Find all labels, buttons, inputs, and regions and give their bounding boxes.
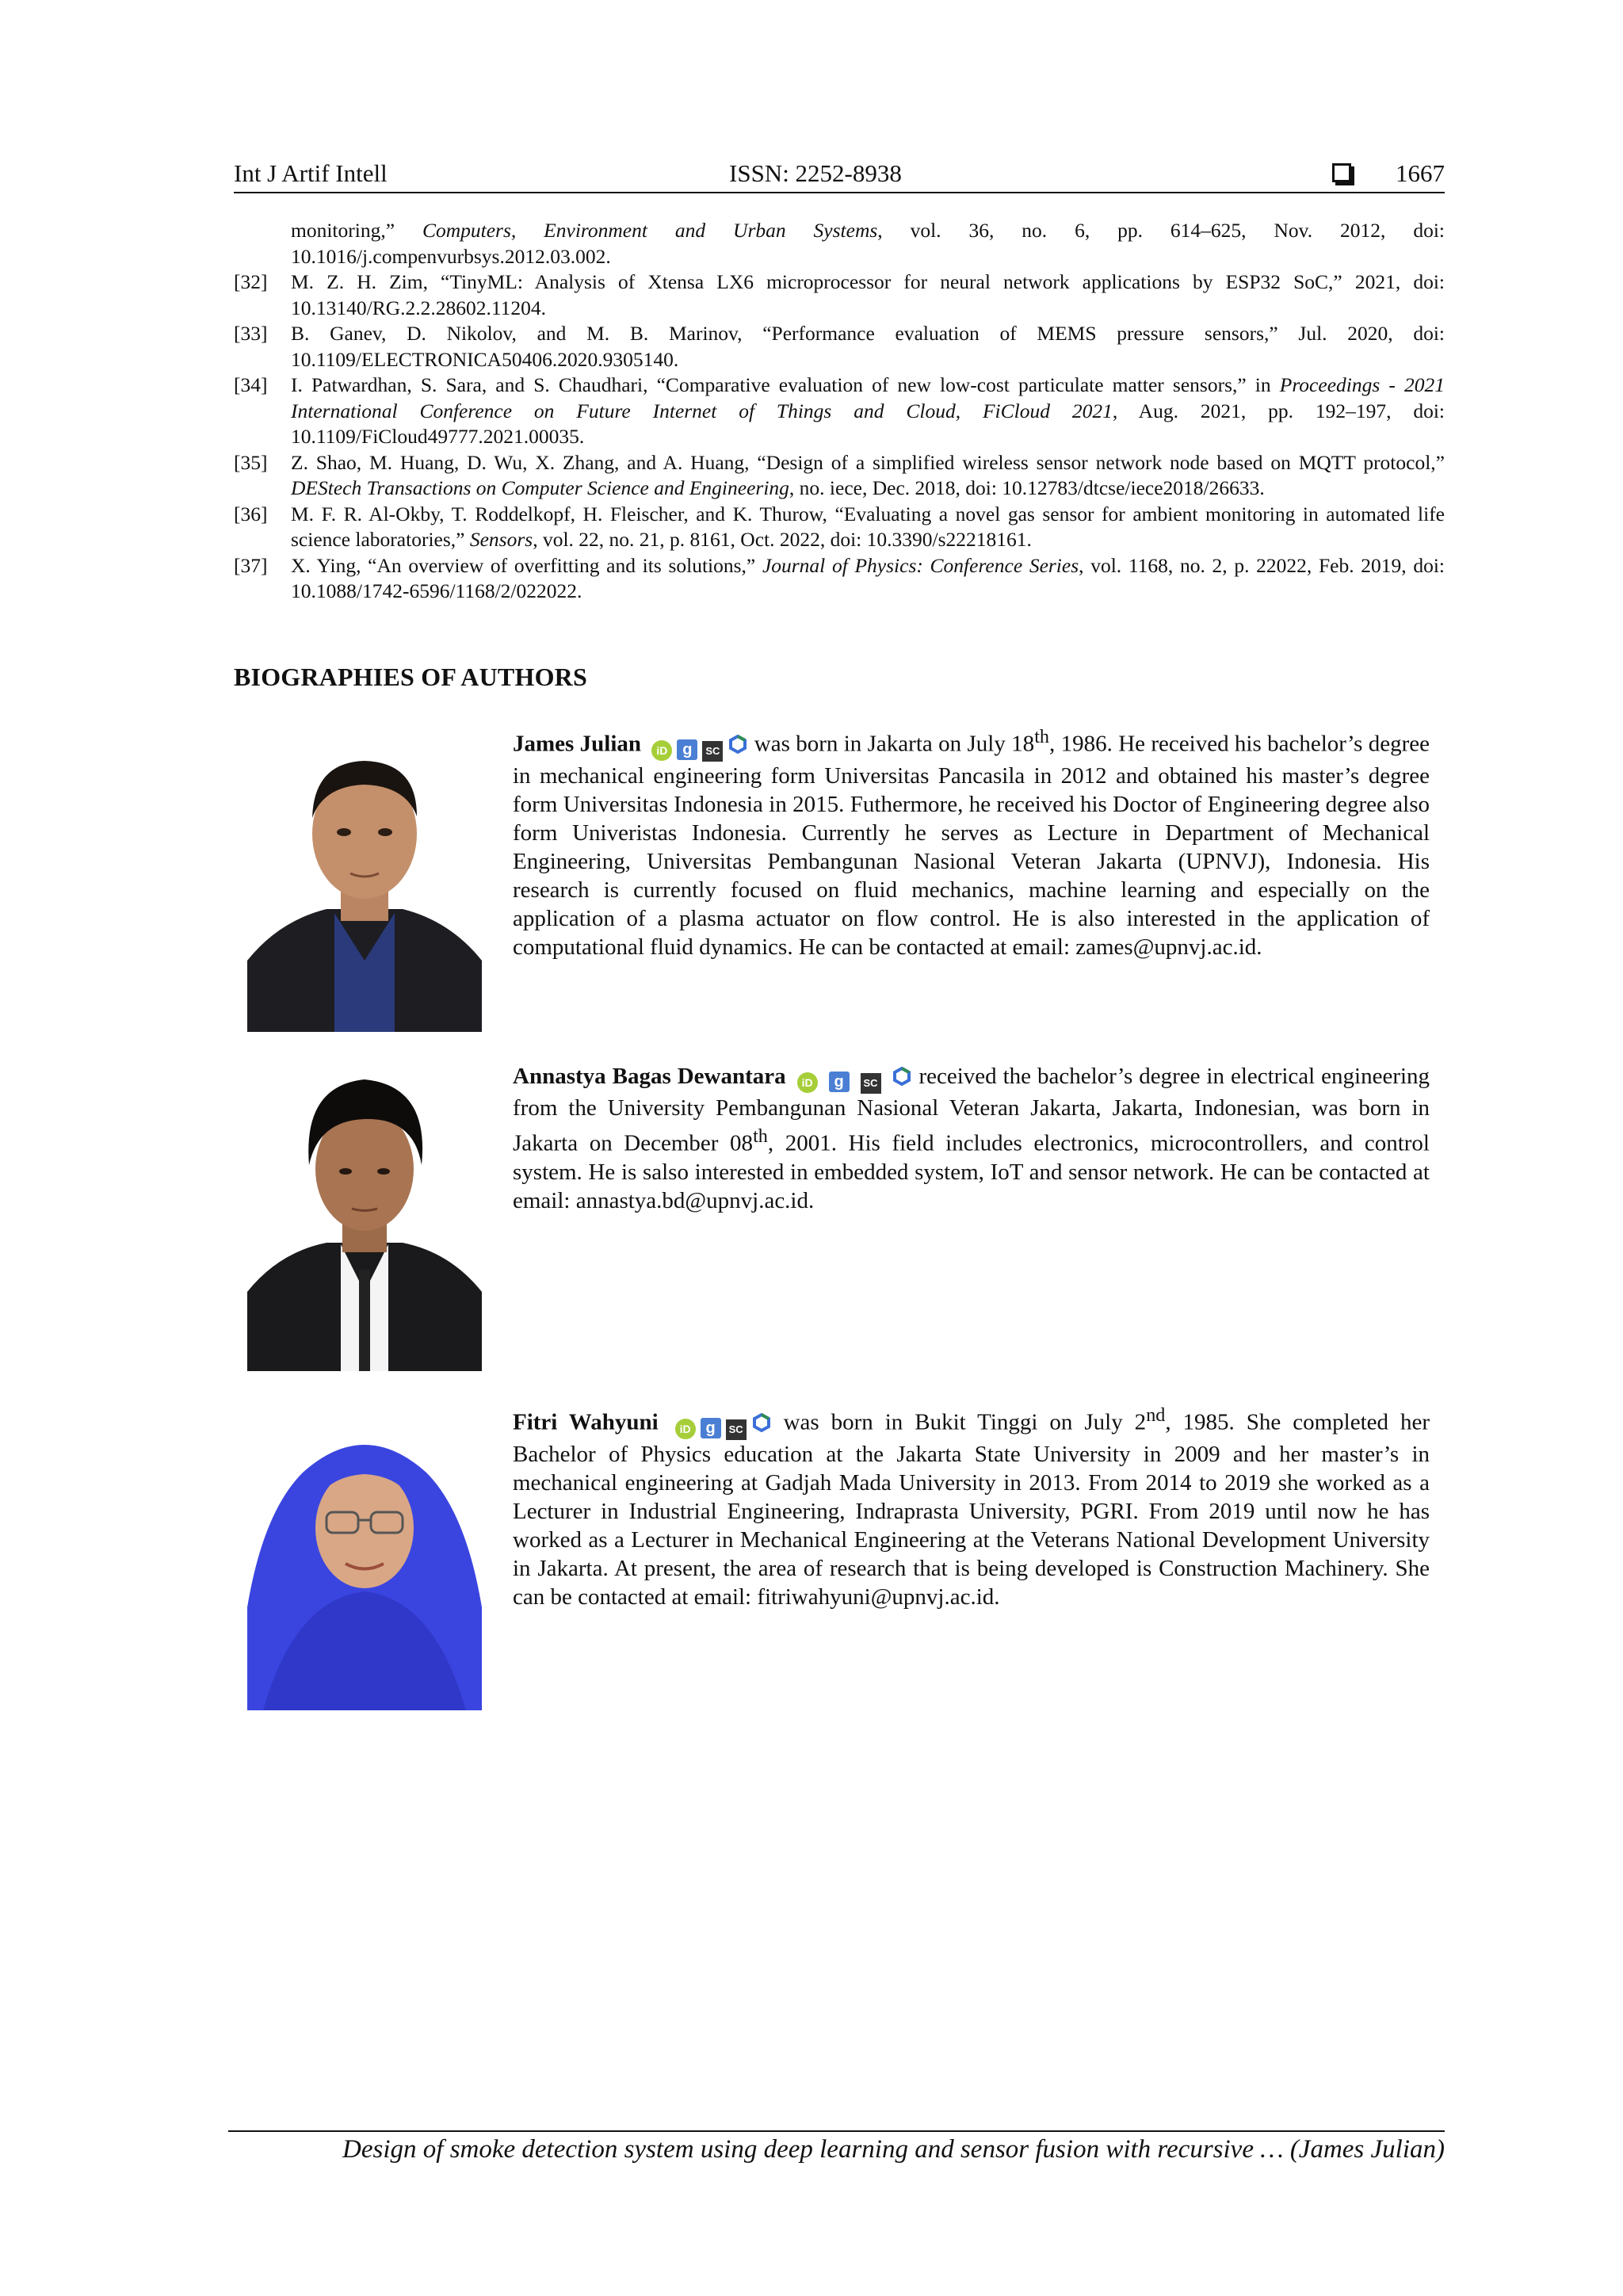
author-bio-text: Annastya Bagas Dewantara iD g SC received the bachelor’s degree in electrical engineering from the University Pembangunan Nasional Veteran Jakarta, Jakarta, Indonesian, was born in Jakarta on December 08th, 2001. His field includes electronics, microcontrollers, and control system. He is salso interested in embedded system, IoT and sensor network. He can be contacted at email: annastya.bd@upnvj.ac.id. xyxy=(513,1064,1430,1213)
reference-item: [37] X. Ying, “An overview of overfitting and its solutions,” Journal of Physics: Conference Series, vol. 1168, no. 2, p. 22022, Feb. 2019, doi: 10.1088/1742-6596/1168/2/022022. xyxy=(234,553,1445,602)
issn: ISSN: 2252-8938 xyxy=(729,159,902,187)
author-name: James Julian xyxy=(513,731,642,757)
reference-item: monitoring,” Computers, Environment and Urban Systems, vol. 36, no. 6, pp. 614–625, Nov. 2012, doi: 10.1016/j.compenvurbsys.2012.03.002. xyxy=(291,219,1445,268)
running-header xyxy=(234,155,1445,193)
author-photo xyxy=(247,1401,482,1710)
section-heading: BIOGRAPHIES OF AUTHORS xyxy=(234,663,587,691)
author-name: Annastya Bagas Dewantara xyxy=(513,1064,786,1089)
google-scholar-icon[interactable]: g xyxy=(677,739,697,760)
reference-number: [34] xyxy=(234,373,268,396)
scopus-icon[interactable]: SC xyxy=(726,1419,747,1440)
scopus-icon[interactable]: SC xyxy=(861,1073,881,1094)
reference-number: [35] xyxy=(234,450,268,474)
reference-item: [32] M. Z. H. Zim, “TinyML: Analysis of Xtensa LX6 microprocessor for neural network applications by ESP32 SoC,” 2021, doi: 10.13140/RG.2.2.28602.11204. xyxy=(234,270,1445,319)
orcid-icon[interactable]: iD xyxy=(797,1072,818,1093)
reference-number: [37] xyxy=(234,553,268,577)
publons-icon[interactable] xyxy=(727,734,748,755)
author-bio-text: Fitri Wahyuni iD g SC was born in Bukit Tinggi on July 2nd, 1985. She completed her Bachelor of Physics education at the Jakarta State University in 2009 and her master’s in mechanical engineering at Gadjah Mada University in 2013. From 2014 to 2019 she worked as a Lecturer in Industrial Engineering, Indraprasta University, PGRI. From 2019 until now he has worked as a Lecturer in Mechanical Engineering at the Veterans National Development University in Jakarta. At present, the area of research that is being developed is Construction Machinery. She can be contacted at email: fitriwahyuni@upnvj.ac.id. xyxy=(513,1404,1430,1610)
journal-name: Int J Artif Intell xyxy=(234,159,388,187)
author-photo xyxy=(247,723,482,1032)
publons-icon[interactable] xyxy=(892,1066,912,1087)
running-footer: Design of smoke detection system using deep learning and sensor fusion with recursive … (James Julian) xyxy=(228,2130,1445,2164)
author-photo xyxy=(247,1062,482,1371)
google-scholar-icon[interactable]: g xyxy=(829,1072,850,1092)
reference-item: [33] B. Ganev, D. Nikolov, and M. B. Marinov, “Performance evaluation of MEMS pressure sensors,” Jul. 2020, doi: 10.1109/ELECTRONICA50406.2020.9305140. xyxy=(234,322,1445,371)
publons-icon[interactable] xyxy=(751,1412,772,1433)
author-bio-text: James Julian iD g SC was born in Jakarta on July 18th, 1986. He received his bachelor’s degree in mechanical engineering form Universitas Pancasila in 2012 and obtained his master’s degree form Universitas Indonesia in 2015. Futhermore, he received his Doctor of Engineering degree also form Univeristas Indonesia. Currently he serves as Lecture in Department of Mechanical Engineering, Universitas Pembangunan Nasional Veteran Jakarta (UPNVJ), Indonesia. His research is currently focused on fluid mechanics, machine learning and especially on the application of a plasma actuator on flow control. He is also interested in the application of computational fluid dynamics. He can be contacted at email: zames@upnvj.ac.id. xyxy=(513,726,1430,960)
reference-number: [33] xyxy=(234,322,268,345)
page-number: 1667 xyxy=(1396,159,1445,187)
reference-item: [35] Z. Shao, M. Huang, D. Wu, X. Zhang, and A. Huang, “Design of a simplified wireless sensor network node based on MQTT protocol,” DEStech Transactions on Computer Science and Engineering, no. iece, Dec. 2018, doi: 10.12783/dtcse/iece2018/26633. xyxy=(234,450,1445,499)
square-bullet-icon xyxy=(1332,163,1351,182)
reference-item: [36] M. F. R. Al-Okby, T. Roddelkopf, H. Fleischer, and K. Thurow, “Evaluating a novel gas sensor for ambient monitoring in automated life science laboratories,” Sensors, vol. 22, no. 21, p. 8161, Oct. 2022, doi: 10.3390/s22218161. xyxy=(234,502,1445,551)
scopus-icon[interactable]: SC xyxy=(702,741,723,762)
orcid-icon[interactable]: iD xyxy=(675,1419,696,1439)
reference-number: [32] xyxy=(234,270,268,293)
reference-list xyxy=(234,218,1445,605)
reference-number: [36] xyxy=(234,502,268,525)
google-scholar-icon[interactable]: g xyxy=(701,1418,721,1438)
author-name: Fitri Wahyuni xyxy=(513,1409,659,1435)
orcid-icon[interactable]: iD xyxy=(651,740,672,761)
reference-item: [34] I. Patwardhan, S. Sara, and S. Chaudhari, “Comparative evaluation of new low-cost particulate matter sensors,” in Proceedings - 2021 International Conference on Future Internet of Things and Cloud, FiCloud 2021, Aug. 2021, pp. 192–197, doi: 10.1109/FiCloud49777.2021.00035. xyxy=(234,373,1445,448)
